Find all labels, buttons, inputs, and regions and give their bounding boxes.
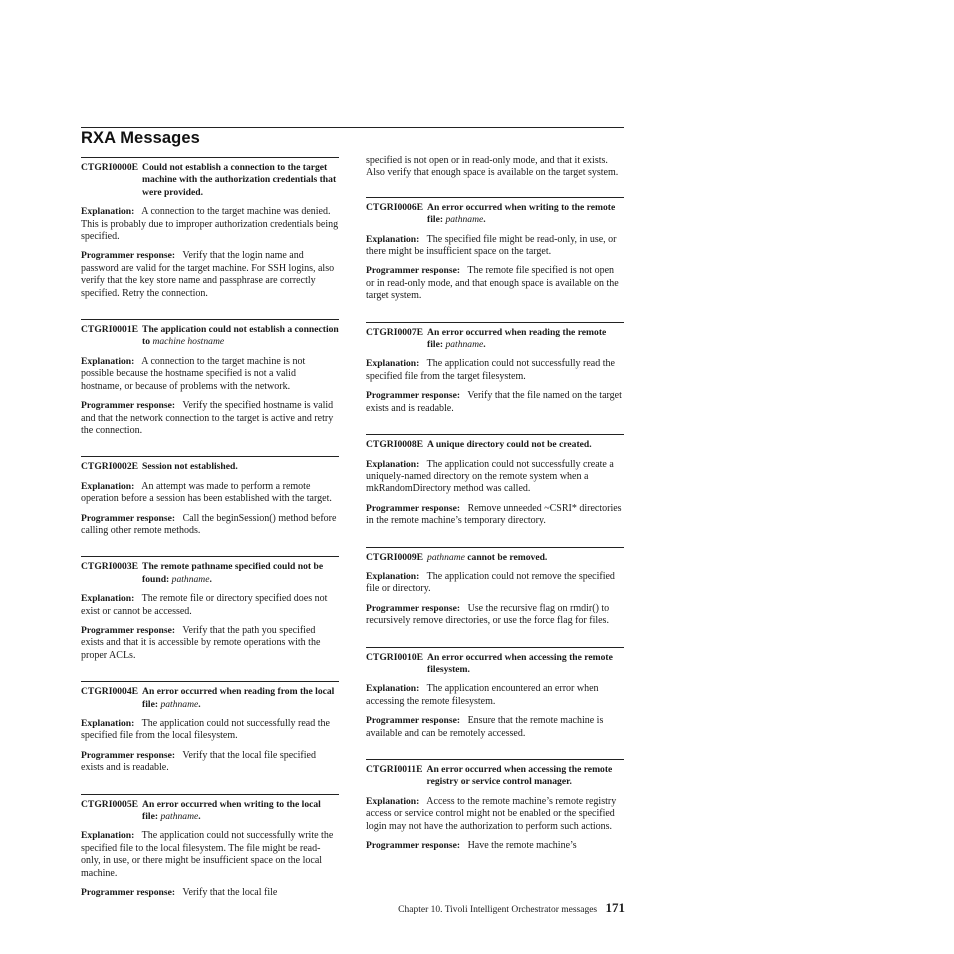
response-label: Programmer response: xyxy=(366,602,461,614)
message-text xyxy=(427,552,624,564)
message-text-main: An error occurred when reading the remote file: xyxy=(427,326,607,351)
response-text: Verify that the local file xyxy=(182,887,278,899)
explanation-label: Explanation: xyxy=(366,570,420,582)
page-footer xyxy=(383,900,625,916)
explanation-label: Explanation: xyxy=(81,593,135,605)
message-entry xyxy=(366,434,624,527)
explanation-label: Explanation: xyxy=(366,233,420,245)
explanation-label: Explanation: xyxy=(366,358,420,370)
explanation-text: A connection to the target machine is not possible because the hostname specified is not a valid hostname, or because of problems with the network. xyxy=(81,355,306,392)
response-text: Verify that the login name and password are valid for the target machine. For SSH logins, also verify that the key store name and passphrase are correctly specified. Retry the connection. xyxy=(81,250,335,299)
response-label: Programmer response: xyxy=(366,265,461,277)
message-header xyxy=(81,162,339,199)
response-label: Programmer response: xyxy=(81,624,176,636)
message-entry xyxy=(366,759,624,852)
explanation-text: The application could not successfully write the specified file to the local filesystem. The file might be read-only, in use, or there might be insufficient space on the local machine. xyxy=(81,830,334,879)
explanation-paragraph xyxy=(366,796,624,833)
message-header xyxy=(81,561,339,586)
response-paragraph xyxy=(366,715,624,740)
response-label: Programmer response: xyxy=(81,400,176,412)
message-header xyxy=(366,764,624,789)
message-id: CTGRI0003E xyxy=(81,561,139,573)
response-text: Verify the specified hostname is valid and that the network connection to the target is active and retry the connection. xyxy=(81,400,334,436)
explanation-text: The specified file might be read-only, in use, or there might be insufficient space on the target. xyxy=(366,233,617,258)
message-entry xyxy=(81,681,339,774)
explanation-label: Explanation: xyxy=(81,206,135,218)
message-id: CTGRI0000E xyxy=(81,162,139,173)
explanation-paragraph xyxy=(366,683,624,708)
message-entry xyxy=(81,157,339,300)
message-text xyxy=(427,202,624,227)
continuation-paragraph: specified is not open or in read-only mode, and that it exists. Also verify that enough space is available on the target system. xyxy=(366,155,619,179)
response-label: Programmer response: xyxy=(81,887,176,899)
response-paragraph xyxy=(81,887,339,899)
message-header xyxy=(366,652,624,677)
explanation-text: A connection to the target machine was denied. This is probably due to improper authorization credentials being specified. xyxy=(81,206,339,243)
message-header xyxy=(81,686,339,711)
message-variable: pathname xyxy=(160,811,199,823)
left-column xyxy=(81,157,339,918)
message-entry xyxy=(366,197,624,303)
message-entry xyxy=(81,456,339,537)
response-label: Programmer response: xyxy=(81,250,176,262)
message-entry xyxy=(366,647,624,740)
explanation-text: The application encountered an error when accessing the remote filesystem. xyxy=(366,683,599,707)
explanation-label: Explanation: xyxy=(366,458,420,470)
message-entry xyxy=(81,556,339,662)
right-column xyxy=(366,155,624,871)
message-id: CTGRI0002E xyxy=(81,461,139,473)
response-paragraph xyxy=(366,390,624,415)
message-suffix: . xyxy=(209,573,212,585)
message-text-main: An error occurred when writing to the remote file: xyxy=(427,201,616,226)
message-suffix: . xyxy=(483,214,486,226)
response-paragraph xyxy=(81,250,339,300)
explanation-paragraph xyxy=(366,234,624,259)
message-header xyxy=(366,202,624,227)
message-id: CTGRI0007E xyxy=(366,326,424,338)
response-label: Programmer response: xyxy=(366,390,461,402)
message-id: CTGRI0005E xyxy=(81,798,139,810)
message-id: CTGRI0009E xyxy=(366,551,424,563)
response-paragraph xyxy=(81,750,339,775)
message-entry xyxy=(81,794,339,900)
message-variable: machine hostname xyxy=(152,336,225,348)
response-paragraph xyxy=(366,503,624,528)
response-label: Programmer response: xyxy=(366,840,461,852)
message-variable: pathname xyxy=(445,339,484,351)
message-text xyxy=(427,652,624,677)
message-id: CTGRI0008E xyxy=(366,439,424,451)
message-id: CTGRI0006E xyxy=(366,201,424,213)
response-label: Programmer response: xyxy=(366,715,461,727)
explanation-label: Explanation: xyxy=(81,830,135,842)
response-paragraph xyxy=(81,400,339,437)
explanation-text: The application could not successfully read the specified file from the local filesystem. xyxy=(81,718,330,742)
message-entry xyxy=(81,319,339,437)
message-suffix: . xyxy=(483,339,486,351)
response-text: Verify that the file named on the target exists and is readable. xyxy=(366,390,622,414)
explanation-label: Explanation: xyxy=(81,480,135,492)
message-id: CTGRI0011E xyxy=(366,764,423,775)
explanation-paragraph xyxy=(81,593,339,618)
response-text: Ensure that the remote machine is available and can be remotely accessed. xyxy=(366,715,604,739)
message-text xyxy=(142,324,339,349)
message-text xyxy=(142,561,339,586)
response-paragraph xyxy=(366,840,624,852)
message-text-main: The application could not establish a connection to xyxy=(142,324,339,348)
response-text: Use the recursive flag on rmdir() to recursively remove directories, or use the force flag for files. xyxy=(366,602,610,627)
response-label: Programmer response: xyxy=(366,502,461,514)
message-header xyxy=(366,439,624,451)
explanation-label: Explanation: xyxy=(81,718,135,729)
explanation-paragraph xyxy=(366,358,624,383)
explanation-text: An attempt was made to perform a remote operation before a session has been established with the target. xyxy=(81,480,332,505)
message-header xyxy=(366,552,624,564)
explanation-text: The application could not successfully create a uniquely-named directory on the remote system when a mkRandomDirectory method was called. xyxy=(366,458,614,495)
response-label: Programmer response: xyxy=(81,512,176,524)
message-text xyxy=(427,327,624,352)
message-id: CTGRI0010E xyxy=(366,651,424,663)
message-text xyxy=(142,799,339,824)
explanation-paragraph xyxy=(366,459,624,496)
message-text xyxy=(427,764,624,789)
response-text: Remove unneeded ~CSRI* directories in the remote machine’s temporary directory. xyxy=(366,502,622,527)
message-text-main: An error occurred when accessing the remote registry or service control manager. xyxy=(426,764,613,788)
section-top-rule xyxy=(81,127,624,128)
message-text-main: Could not establish a connection to the target machine with the authorization credentials that were provided. xyxy=(142,162,337,198)
message-suffix: cannot be removed. xyxy=(464,551,548,563)
message-variable: pathname xyxy=(427,551,465,563)
explanation-text: The application could not remove the specified file or directory. xyxy=(366,570,615,595)
explanation-label: Explanation: xyxy=(366,683,420,695)
message-header xyxy=(81,324,339,349)
explanation-paragraph xyxy=(81,356,339,393)
message-text xyxy=(427,439,624,451)
response-text: Have the remote machine’s xyxy=(467,840,577,852)
explanation-paragraph xyxy=(81,718,339,743)
response-paragraph xyxy=(366,265,624,302)
message-entry xyxy=(366,547,624,628)
response-text: Verify that the local file specified exists and is readable. xyxy=(81,749,316,774)
response-text: Call the beginSession() method before calling other remote methods. xyxy=(81,512,337,536)
explanation-text: The remote file or directory specified does not exist or cannot be accessed. xyxy=(81,593,328,617)
explanation-paragraph xyxy=(81,481,339,506)
page-number: 171 xyxy=(605,900,625,915)
message-text-main: An error occurred when accessing the remote filesystem. xyxy=(427,651,613,675)
message-header xyxy=(81,799,339,824)
message-text-main: A unique directory could not be created. xyxy=(427,439,592,451)
message-text xyxy=(142,162,339,199)
message-text-main: An error occurred when writing to the local file: xyxy=(142,798,321,823)
message-suffix: . xyxy=(198,811,201,823)
response-paragraph xyxy=(366,603,624,628)
response-text: Verify that the path you specified exists and that it is accessible by remote operations with the proper ACLs. xyxy=(81,624,321,661)
footer-chapter: Chapter 10. Tivoli Intelligent Orchestrator messages xyxy=(398,905,598,915)
message-variable: pathname xyxy=(160,698,199,710)
message-variable: pathname xyxy=(445,214,484,226)
message-id: CTGRI0001E xyxy=(81,324,139,336)
response-label: Programmer response: xyxy=(81,749,176,761)
message-header xyxy=(366,327,624,352)
message-text-main: An error occurred when reading from the local file: xyxy=(142,686,335,710)
message-variable: pathname xyxy=(171,573,210,585)
explanation-label: Explanation: xyxy=(81,355,135,367)
message-suffix: . xyxy=(198,698,201,710)
message-text-main: Session not established. xyxy=(142,461,238,473)
message-header xyxy=(81,461,339,473)
section-title: RXA Messages xyxy=(81,129,200,147)
response-paragraph xyxy=(81,513,339,538)
response-paragraph xyxy=(81,625,339,662)
explanation-text: Access to the remote machine’s remote registry access or service control might not be enabled or the specified login may not have the authorization to perform such actions. xyxy=(366,795,617,832)
response-text: The remote file specified is not open or in read-only mode, and that enough space is available on the target system. xyxy=(366,265,619,302)
message-entry xyxy=(366,322,624,415)
explanation-paragraph xyxy=(81,206,339,243)
explanation-text: The application could not successfully read the specified file from the target filesystem. xyxy=(366,358,615,382)
message-text xyxy=(142,461,339,473)
explanation-label: Explanation: xyxy=(366,795,420,807)
message-text-main: The remote pathname specified could not be found: xyxy=(142,561,324,585)
explanation-paragraph xyxy=(81,830,339,880)
explanation-paragraph xyxy=(366,571,624,596)
message-id: CTGRI0004E xyxy=(81,686,139,698)
message-text xyxy=(142,686,339,711)
